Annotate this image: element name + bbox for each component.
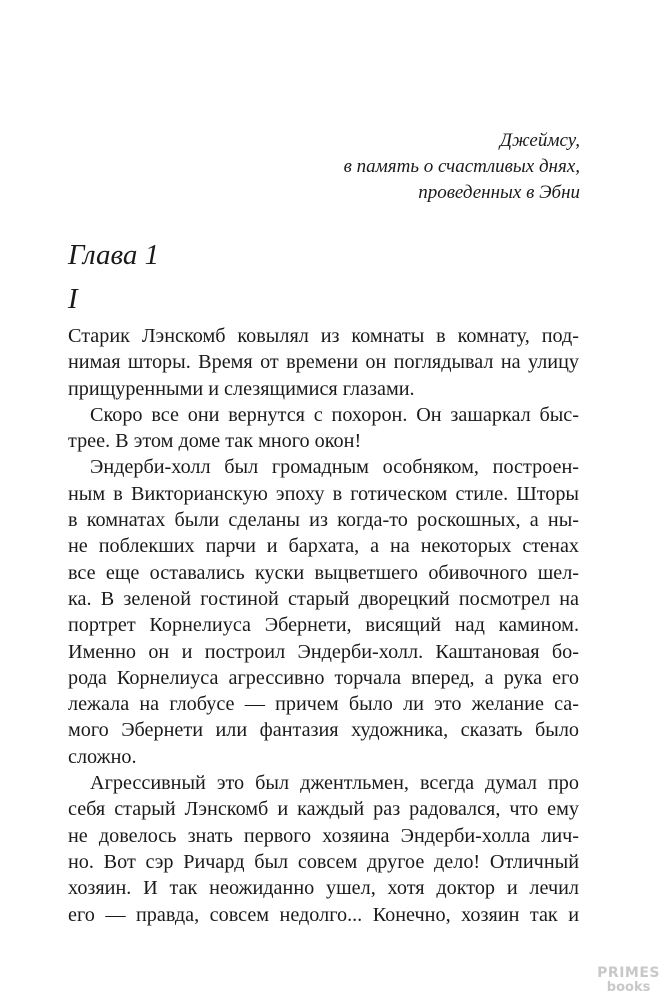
text-line: Агрессивный это был джентльмен, всегда думал про <box>90 772 579 795</box>
body-text <box>68 323 579 928</box>
text-line: нимая шторы. Время от времени он поглядывал на улицу <box>68 351 579 374</box>
text-line: рода Корнелиуса агрессивно торчала вперед, а рука его <box>68 666 579 689</box>
text-line: не довелось знать первого хозяина Эндерби-холла лич- <box>68 824 579 847</box>
text-line: себя старый Лэнскомб и каждый раз радовался, что ему <box>68 798 579 821</box>
text-line: сложно. <box>68 745 137 768</box>
watermark-line: books <box>606 980 651 995</box>
section-number: I <box>68 283 78 315</box>
text-line: портрет Корнелиуса Эбернети, висящий над камином. <box>68 614 579 637</box>
chapter-title: Глава 1 <box>68 239 160 271</box>
text-line: в комнатах были сделаны из когда-то роскошных, а ны- <box>68 509 579 532</box>
text-line: трее. В этом доме так много окон! <box>68 430 362 453</box>
text-line: Старик Лэнскомб ковылял из комнаты в комнату, под- <box>68 325 579 347</box>
text-line: хозяин. И так неожиданно ушел, хотя доктор и лечил <box>68 877 579 900</box>
text-line: Эндерби-холл был громадным особняком, построен- <box>90 456 579 479</box>
text-line: Скоро все они вернутся с похорон. Он зашаркал быс- <box>90 403 579 426</box>
text-line: не поблекших парчи и бархата, а на некоторых стенах <box>68 535 579 558</box>
text-line: ка. В зеленой гостиной старый дворецкий посмотрел на <box>68 587 579 610</box>
text-line: лежала на глобусе — причем было ли это желание са- <box>68 693 579 716</box>
text-line: его — правда, совсем недолго... Конечно, хозяин так и <box>68 903 579 926</box>
text-line: ным в Викторианскую эпоху в готическом стиле. Шторы <box>68 482 579 505</box>
text-line: все еще оставались куски выцветшего обивочного шел- <box>68 561 579 584</box>
dedication-line: в память о счастливых днях, <box>343 156 580 177</box>
dedication-line: проведенных в Эбни <box>418 182 580 203</box>
text-line: прищуренными и слезящимися глазами. <box>68 377 415 400</box>
watermark-line: PRIMES <box>597 965 660 981</box>
dedication <box>344 128 580 206</box>
dedication-line: Джеймсу, <box>499 130 580 151</box>
text-line: Именно он и построил Эндерби-холл. Каштановая бо- <box>68 640 579 663</box>
publisher-watermark <box>597 966 660 994</box>
text-line: мого Эбернети или фантазия художника, сказать было <box>68 719 579 742</box>
text-line: но. Вот сэр Ричард был совсем другое дело! Отличный <box>68 850 579 873</box>
